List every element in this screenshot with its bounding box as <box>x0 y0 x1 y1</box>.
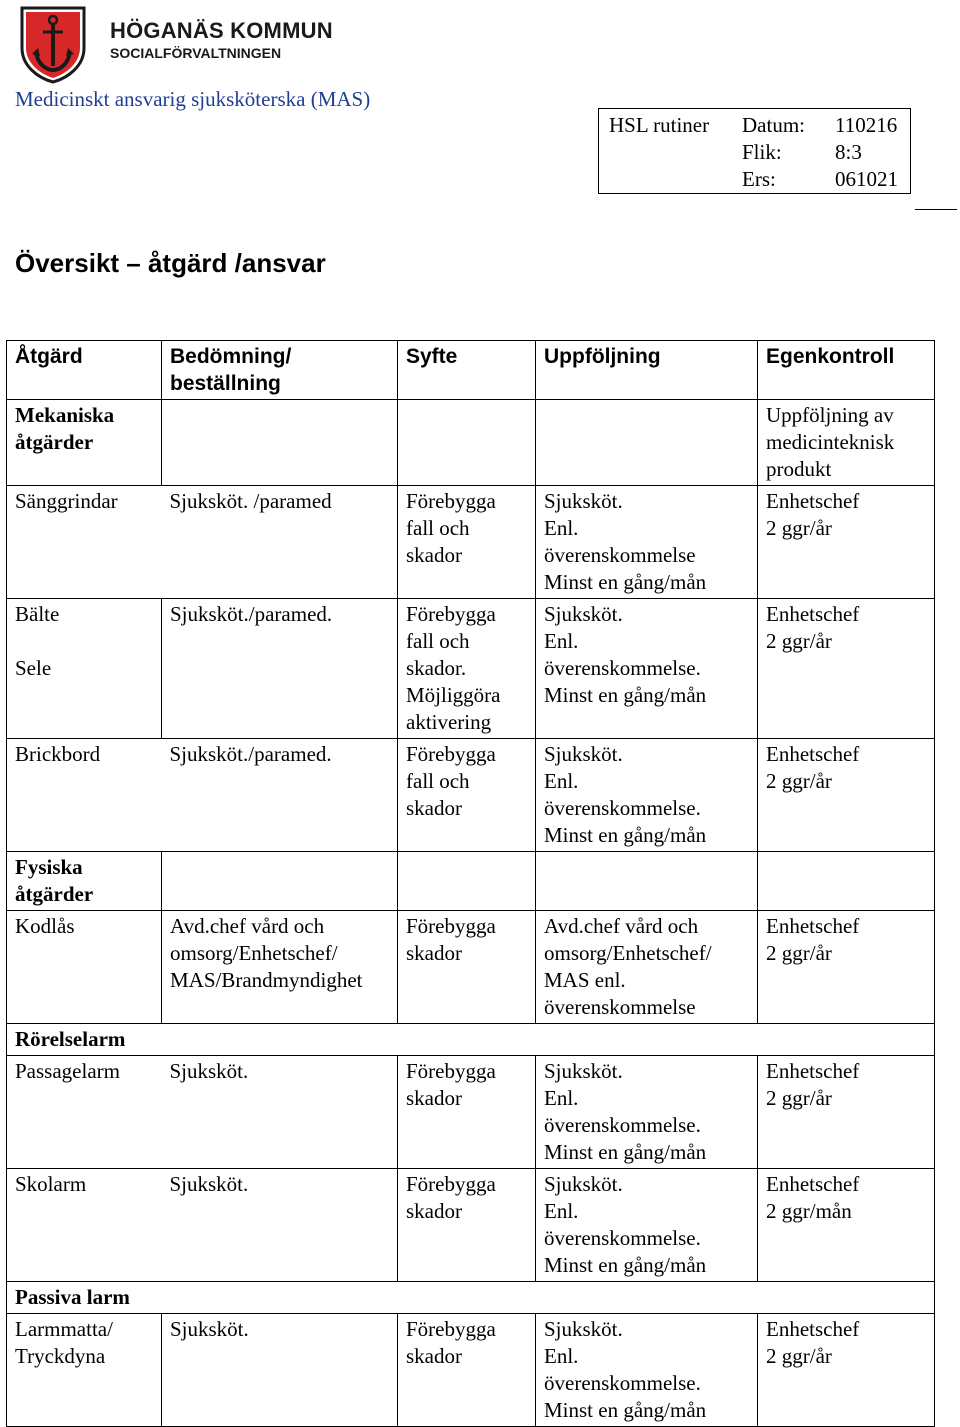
org-department: SOCIALFÖRVALTNINGEN <box>110 45 282 61</box>
assessment-cell: Sjuksköt./paramed. <box>162 599 398 739</box>
assessment-cell: Sjuksköt./paramed. <box>162 739 398 852</box>
header-assessment: Bedömning/ beställning <box>162 341 398 400</box>
replaces-value: 061021 <box>835 167 898 191</box>
assessment-cell: Avd.chef vård och omsorg/Enhetschef/ MAS/Brandmyndighet <box>162 911 398 1024</box>
table-cell <box>536 852 758 911</box>
purpose-cell: Förebygga fall och skador <box>398 739 536 852</box>
header-action: Åtgärd <box>7 341 162 400</box>
action-cell: Passagelarm <box>7 1056 162 1169</box>
table-row-brickbord <box>7 739 935 852</box>
selfcheck-cell: Enhetschef 2 ggr/år <box>758 1056 935 1169</box>
section-row-motion-alarm <box>7 1024 935 1056</box>
assessment-cell: Sjuksköt. /paramed <box>162 486 398 599</box>
tab-label: Flik: <box>742 140 782 164</box>
selfcheck-cell: Enhetschef 2 ggr/år <box>758 486 935 599</box>
selfcheck-cell: Enhetschef 2 ggr/mån <box>758 1169 935 1282</box>
selfcheck-cell: Enhetschef 2 ggr/år <box>758 1314 935 1427</box>
table-cell <box>398 400 536 486</box>
followup-cell: Sjuksköt. Enl. överenskommelse Minst en gång/mån <box>536 486 758 599</box>
action-cell: Bälte Sele <box>7 599 162 739</box>
selfcheck-cell: Enhetschef 2 ggr/år <box>758 739 935 852</box>
section-label: Mekaniska åtgärder <box>7 400 162 486</box>
purpose-cell: Förebygga skador <box>398 1056 536 1169</box>
header-rule <box>915 209 957 210</box>
tab-value: 8:3 <box>835 140 862 164</box>
action-cell: Larmmatta/ Tryckdyna <box>7 1314 162 1427</box>
action-responsibility-table <box>6 340 935 1427</box>
table-cell <box>536 400 758 486</box>
action-cell: Brickbord <box>7 739 162 852</box>
followup-cell: Sjuksköt. Enl. överenskommelse. Minst en gång/mån <box>536 1314 758 1427</box>
header-purpose: Syfte <box>398 341 536 400</box>
date-value: 110216 <box>835 113 898 137</box>
followup-cell: Sjuksköt. Enl. överenskommelse. Minst en gång/mån <box>536 1169 758 1282</box>
document-role: Medicinskt ansvarig sjuksköterska (MAS) <box>15 87 371 111</box>
purpose-cell: Förebygga skador <box>398 1314 536 1427</box>
action-cell: Skolarm <box>7 1169 162 1282</box>
section-row-physical <box>7 852 935 911</box>
followup-cell: Sjuksköt. Enl. överenskommelse. Minst en gång/mån <box>536 739 758 852</box>
followup-cell: Avd.chef vård och omsorg/Enhetschef/ MAS enl. överenskommelse <box>536 911 758 1024</box>
date-label: Datum: <box>742 113 805 137</box>
assessment-cell: Sjuksköt. <box>162 1056 398 1169</box>
section-label: Fysiska åtgärder <box>7 852 162 911</box>
selfcheck-cell: Enhetschef 2 ggr/år <box>758 599 935 739</box>
assessment-cell: Sjuksköt. <box>162 1169 398 1282</box>
section-label: Passiva larm <box>7 1282 935 1314</box>
page-title: Översikt – åtgärd /ansvar <box>15 248 326 278</box>
action-cell: Sänggrindar <box>7 486 162 599</box>
table-row-kodlas <box>7 911 935 1024</box>
table-row-sanggrindar <box>7 486 935 599</box>
purpose-cell: Förebygga fall och skador. Möjliggöra aktivering <box>398 599 536 739</box>
table-cell <box>162 852 398 911</box>
table-header-row <box>7 341 935 400</box>
action-cell: Kodlås <box>7 911 162 1024</box>
header-selfcheck: Egenkontroll <box>758 341 935 400</box>
table-row-balte <box>7 599 935 739</box>
table-cell <box>162 400 398 486</box>
anchor-shield-icon <box>18 4 88 84</box>
table-cell <box>758 852 935 911</box>
section-label: Rörelselarm <box>7 1024 935 1056</box>
municipality-logo <box>18 4 333 84</box>
section-row-mechanical <box>7 400 935 486</box>
assessment-cell: Sjuksköt. <box>162 1314 398 1427</box>
org-name: HÖGANÄS KOMMUN <box>110 18 333 43</box>
selfcheck-cell: Enhetschef 2 ggr/år <box>758 911 935 1024</box>
section-row-passive-alarm <box>7 1282 935 1314</box>
doc-type: HSL rutiner <box>609 113 710 137</box>
followup-cell: Sjuksköt. Enl. överenskommelse. Minst en gång/mån <box>536 1056 758 1169</box>
purpose-cell: Förebygga fall och skador <box>398 486 536 599</box>
document-info-box <box>598 108 911 194</box>
table-row-skolarm <box>7 1169 935 1282</box>
followup-cell: Sjuksköt. Enl. överenskommelse. Minst en gång/mån <box>536 599 758 739</box>
table-row-larmmatta <box>7 1314 935 1427</box>
header-followup: Uppföljning <box>536 341 758 400</box>
table-cell <box>398 852 536 911</box>
purpose-cell: Förebygga skador <box>398 911 536 1024</box>
replaces-label: Ers: <box>742 167 776 191</box>
table-row-passagelarm <box>7 1056 935 1169</box>
section-selfcheck: Uppföljning av medicinteknisk produkt <box>758 400 935 486</box>
purpose-cell: Förebygga skador <box>398 1169 536 1282</box>
